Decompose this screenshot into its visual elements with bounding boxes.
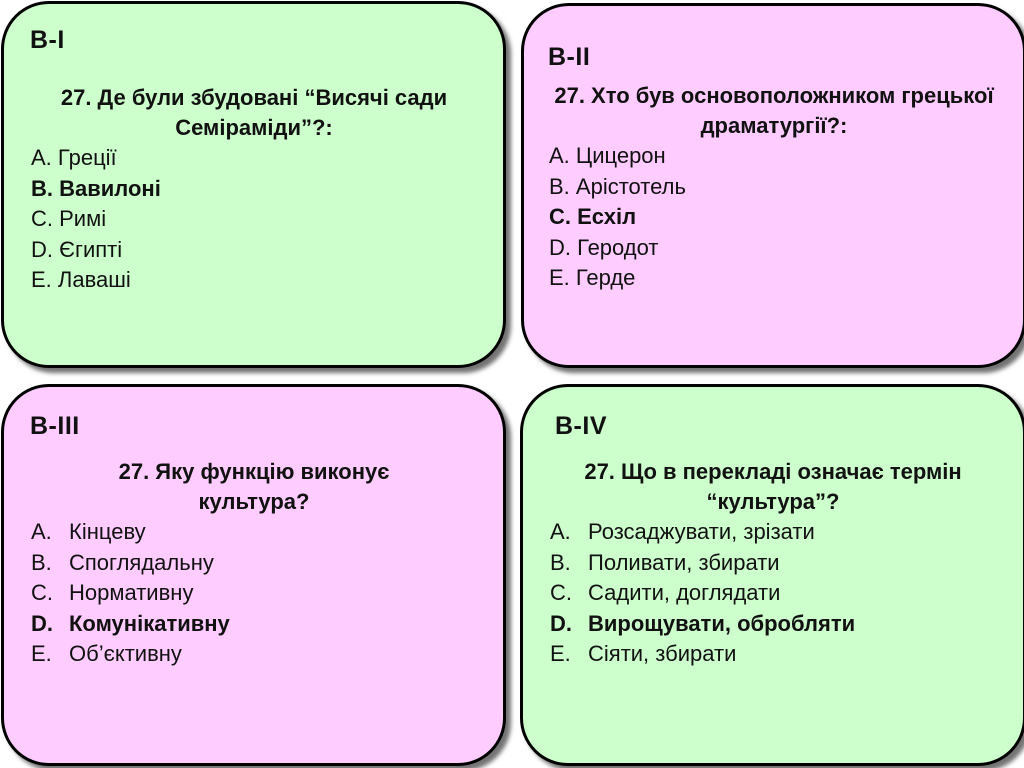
question-card-variant-2 bbox=[521, 3, 1024, 368]
option-c-correct[interactable]: С. Есхіл bbox=[549, 204, 637, 229]
question-text: 27. Де були збудовані “Висячі сади Семіраміди”?: bbox=[60, 85, 448, 140]
answer-options bbox=[550, 517, 855, 670]
variant-label: В-ІV bbox=[555, 412, 607, 440]
option-e[interactable]: Е. Герде bbox=[549, 265, 636, 290]
question-card-variant-3 bbox=[1, 384, 506, 766]
option-e[interactable]: Е. Сіяти, збирати bbox=[550, 641, 737, 666]
answer-options bbox=[549, 141, 686, 294]
option-b[interactable]: В. Поливати, збирати bbox=[550, 549, 780, 575]
option-e[interactable]: Е. Лаваші bbox=[31, 267, 131, 292]
option-a[interactable]: А. Цицерон bbox=[549, 143, 666, 168]
variant-label: В-ІІІ bbox=[30, 412, 80, 440]
question-text: 27. Яку функцію виконує культура? bbox=[118, 459, 390, 514]
option-c[interactable]: С. Нормативну bbox=[31, 580, 194, 605]
option-e[interactable]: Е. Об’єктивну bbox=[31, 641, 182, 666]
option-d[interactable]: D. Єгипті bbox=[31, 236, 123, 262]
answer-options bbox=[31, 143, 161, 296]
variant-label: В-ІІ bbox=[548, 43, 591, 71]
question-card-variant-1 bbox=[1, 1, 506, 368]
option-b[interactable]: В. Споглядальну bbox=[31, 549, 214, 575]
question-text: 27. Що в перекладі означає термін “культура”? bbox=[584, 459, 962, 514]
option-d[interactable]: D. Геродот bbox=[549, 234, 659, 260]
option-b[interactable]: В. Арістотель bbox=[549, 173, 686, 199]
option-c[interactable]: С. Садити, доглядати bbox=[550, 580, 781, 605]
option-d-correct[interactable]: D. Комунікативну bbox=[31, 610, 230, 636]
option-a[interactable]: А. Греції bbox=[31, 145, 117, 170]
option-a[interactable]: А. Розсаджувати, зрізати bbox=[550, 519, 815, 544]
answer-options bbox=[31, 517, 230, 670]
option-c[interactable]: С. Римі bbox=[31, 206, 107, 231]
question-text: 27. Хто був основоположником грецької драматургії?: bbox=[554, 83, 994, 138]
question-card-variant-4 bbox=[520, 384, 1024, 766]
option-a[interactable]: А. Кінцеву bbox=[31, 519, 146, 544]
option-b-correct[interactable]: В. Вавилоні bbox=[31, 175, 161, 201]
option-d-correct[interactable]: D. Вирощувати, обробляти bbox=[550, 610, 856, 636]
variant-label: В-І bbox=[30, 26, 65, 54]
